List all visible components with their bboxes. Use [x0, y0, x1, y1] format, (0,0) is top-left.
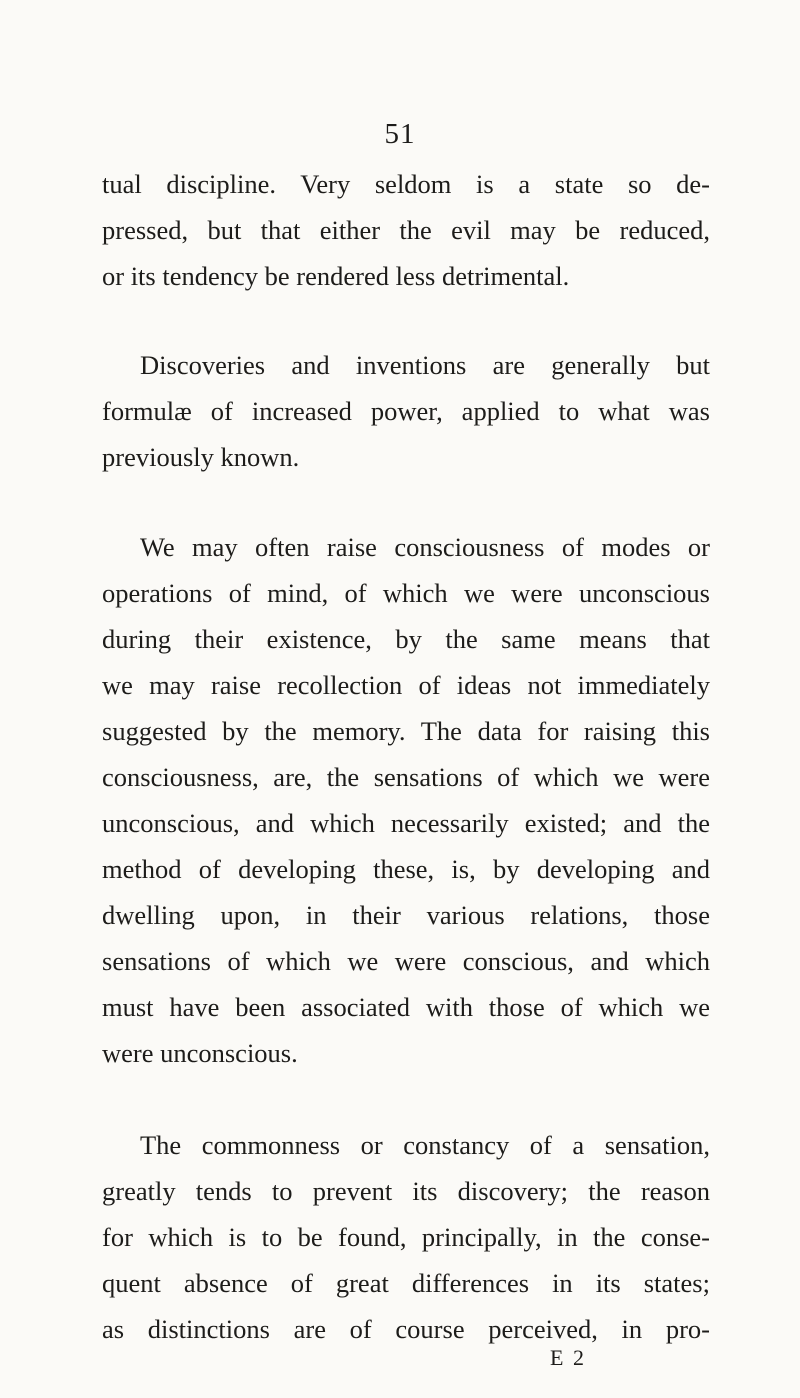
- text-line: method of developing these, is, by developing and: [102, 854, 710, 884]
- text-line: formulæ of increased power, applied to what was: [102, 396, 710, 426]
- text-line: unconscious, and which necessarily existed; and the: [102, 808, 710, 838]
- signature-mark: E 2: [550, 1345, 586, 1370]
- text-line: consciousness, are, the sensations of which we were: [102, 762, 710, 792]
- text-line: pressed, but that either the evil may be reduced,: [102, 215, 710, 245]
- text-line: were unconscious.: [102, 1038, 298, 1068]
- text-line: as distinctions are of course perceived, in pro-: [102, 1314, 710, 1344]
- text-line: sensations of which we were conscious, and which: [102, 946, 710, 976]
- text-line: dwelling upon, in their various relations, those: [102, 900, 710, 930]
- text-line: operations of mind, of which we were unconscious: [102, 578, 710, 608]
- text-line: for which is to be found, principally, in the conse-: [102, 1222, 710, 1252]
- text-line: must have been associated with those of which we: [102, 992, 710, 1022]
- text-line: The commonness or constancy of a sensation,: [140, 1130, 710, 1160]
- text-line: suggested by the memory. The data for raising this: [102, 716, 710, 746]
- text-line: quent absence of great differences in its states;: [102, 1268, 710, 1298]
- text-line: greatly tends to prevent its discovery; the reason: [102, 1176, 710, 1206]
- page-number: 51: [384, 118, 416, 150]
- text-line: tual discipline. Very seldom is a state so de-: [102, 169, 710, 199]
- text-line: during their existence, by the same means that: [102, 624, 710, 654]
- text-line: or its tendency be rendered less detrimental.: [102, 261, 570, 291]
- text-line: previously known.: [102, 442, 300, 472]
- text-line: we may raise recollection of ideas not immediately: [102, 670, 710, 700]
- text-line: Discoveries and inventions are generally but: [140, 350, 710, 380]
- text-line: We may often raise consciousness of modes or: [140, 532, 710, 562]
